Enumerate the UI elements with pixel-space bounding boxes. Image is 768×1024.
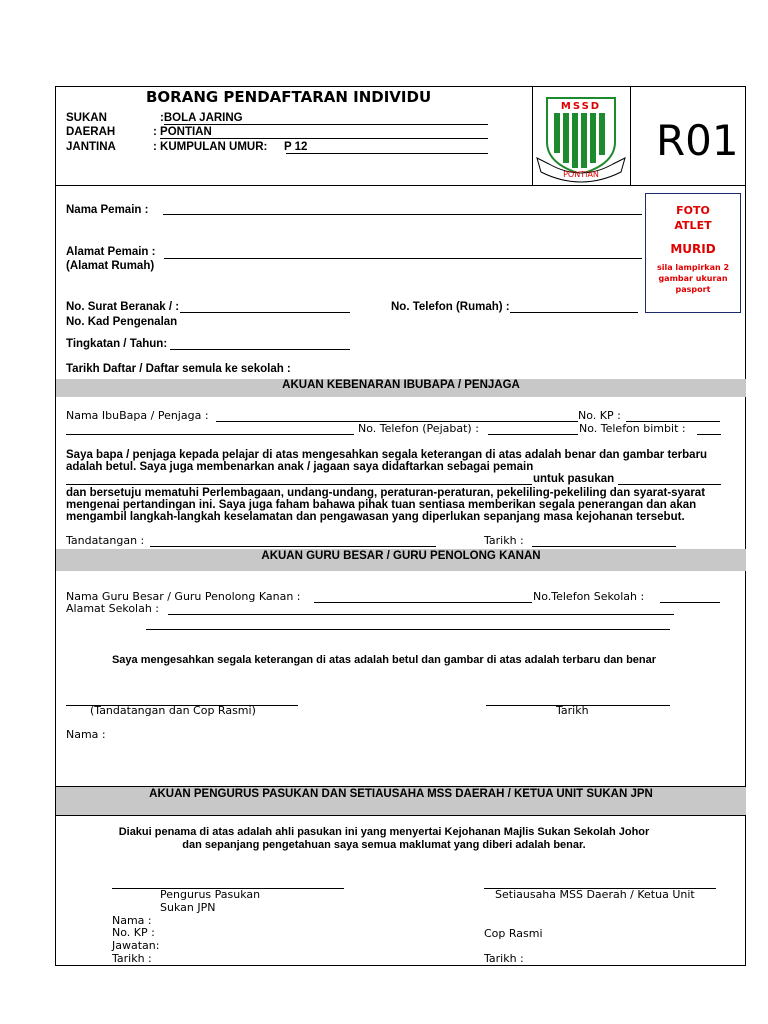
sukan-value: :BOLA JARING — [160, 112, 243, 124]
ibubapa-para-2: adalah betul. Saya juga membenarkan anak / jagaan saya didaftarkan sebagai pemain — [66, 461, 534, 473]
pasukan-field[interactable] — [618, 484, 721, 485]
surat-beranak-label: No. Surat Beranak / : — [66, 301, 180, 313]
tandatangan-label: Tandatangan : — [66, 534, 145, 547]
pengurus-nama-label: Nama : — [112, 914, 152, 927]
tandatangan-field[interactable] — [150, 546, 436, 547]
mssd-logo — [533, 92, 629, 184]
pengurus-sub: Sukan JPN — [160, 901, 216, 914]
pengurus-tarikh-label: Tarikh : — [112, 952, 152, 965]
tingkatan-label: Tingkatan / Tahun: — [66, 338, 168, 350]
telefon-rumah-label: No. Telefon (Rumah) : — [391, 301, 510, 313]
daerah-label: DAERAH — [66, 126, 116, 138]
pengurus-statement-2: dan sepanjang pengetahuan saya semua maklumat yang diberi adalah benar. — [182, 839, 586, 851]
kad-pengenalan-label: No. Kad Pengenalan — [66, 316, 178, 328]
alamat-sekolah-field[interactable] — [168, 614, 674, 615]
kumpulan-label: : KUMPULAN UMUR: — [153, 141, 268, 153]
jantina-label: JANTINA — [66, 141, 116, 153]
alamat-pemain-field[interactable] — [164, 258, 642, 259]
nama-ibubapa-label: Nama IbuBapa / Penjaga : — [66, 409, 209, 422]
nama-guru-label: Nama Guru Besar / Guru Penolong Kanan : — [66, 590, 301, 603]
form-code: R01 — [656, 116, 739, 165]
logo-banner-text: PONTIAN — [563, 170, 599, 179]
surat-beranak-field[interactable] — [180, 312, 350, 313]
tarikh-ibubapa-field[interactable] — [532, 546, 676, 547]
tarikh-ibubapa-label: Tarikh : — [484, 534, 524, 547]
pengurus-statement-1: Diakui penama di atas adalah ahli pasukan ini yang menyertai Kejohanan Majlis Sukan Sekolah Johor — [118, 826, 650, 838]
cop-rasmi-label: Cop Rasmi — [484, 927, 543, 940]
kumpulan-value: P 12 — [284, 141, 308, 153]
guru-sign-label: (Tandatangan dan Cop Rasmi) — [90, 704, 256, 717]
tel-sekolah-label: No.Telefon Sekolah : — [533, 590, 645, 603]
guru-tarikh-label: Tarikh — [556, 704, 589, 717]
tel-bimbit-field[interactable] — [697, 434, 721, 435]
sukan-label: SUKAN — [66, 112, 107, 124]
setiausaha-title: Setiausaha MSS Daerah / Ketua Unit — [495, 888, 695, 901]
alamat-pemain-label: Alamat Pemain : — [66, 246, 156, 258]
untuk-pasukan-label: untuk pasukan — [533, 473, 615, 485]
nama-pemain-field[interactable] — [163, 214, 642, 215]
logo-divider-right — [630, 86, 631, 186]
pengurus-title: Pengurus Pasukan — [160, 888, 261, 901]
nama-guru-field[interactable] — [314, 602, 532, 603]
tel-pejabat-label: No. Telefon (Pejabat) : — [358, 422, 479, 435]
tarikh-daftar-label: Tarikh Daftar / Daftar semula ke sekolah : — [66, 363, 291, 375]
tingkatan-field[interactable] — [170, 349, 350, 350]
guru-nama-label: Nama : — [66, 728, 106, 741]
logo-top-text: MSSD — [560, 101, 602, 112]
pengurus-kp-label: No. KP : — [112, 926, 155, 939]
header-divider — [55, 185, 746, 186]
alamat-rumah-label: (Alamat Rumah) — [66, 260, 155, 272]
ibubapa-para-1: Saya bapa / penjaga kepada pelajar di atas mengesahkan segala keterangan di atas adalah benar dan gambar terbaru — [66, 449, 708, 461]
nama-pemain-label: Nama Pemain : — [66, 204, 149, 216]
tel-pejabat-field[interactable] — [488, 434, 578, 435]
tel-sekolah-field[interactable] — [660, 602, 720, 603]
tel-bimbit-label: No. Telefon bimbit : — [579, 422, 686, 435]
guru-statement: Saya mengesahkan segala keterangan di atas adalah betul dan gambar di atas adalah terbaru dan benar — [111, 654, 657, 666]
telefon-rumah-field[interactable] — [510, 312, 638, 313]
pengurus-band: AKUAN PENGURUS PASUKAN DAN SETIAUSAHA MSS DAERAH / KETUA UNIT SUKAN JPN — [56, 786, 746, 816]
daerah-value: : PONTIAN — [153, 126, 212, 138]
photo-box: FOTO ATLET MURID sila lampirkan 2 gambar ukuran pasport — [645, 193, 741, 313]
setiausaha-tarikh-label: Tarikh : — [484, 952, 524, 965]
alamat-sekolah-label: Alamat Sekolah : — [66, 602, 160, 615]
guru-band: AKUAN GURU BESAR / GURU PENOLONG KANAN — [56, 549, 746, 571]
ibubapa-para-5: mengenai pertandingan ini. Saya juga faham bahawa pihak tuan sentiasa memberikan segala penerangan dan akan — [66, 499, 697, 511]
form-title: BORANG PENDAFTARAN INDIVIDU — [146, 88, 432, 106]
ibubapa-para-6: mengambil langkah-langkah keselamatan dan pengawasan yang diperlukan sepanjang masa kejohanan tersebut. — [66, 511, 685, 523]
pengurus-jawatan-label: Jawatan: — [112, 939, 160, 952]
ibubapa-para-4: dan bersetuju mematuhi Perlembagaan, undang-undang, peraturan-peraturan, pekeliling-pekeliling dan syarat-syarat — [66, 487, 706, 499]
ibubapa-band: AKUAN KEBENARAN IBUBAPA / PENJAGA — [56, 379, 746, 397]
no-kp-label: No. KP : — [578, 409, 621, 422]
